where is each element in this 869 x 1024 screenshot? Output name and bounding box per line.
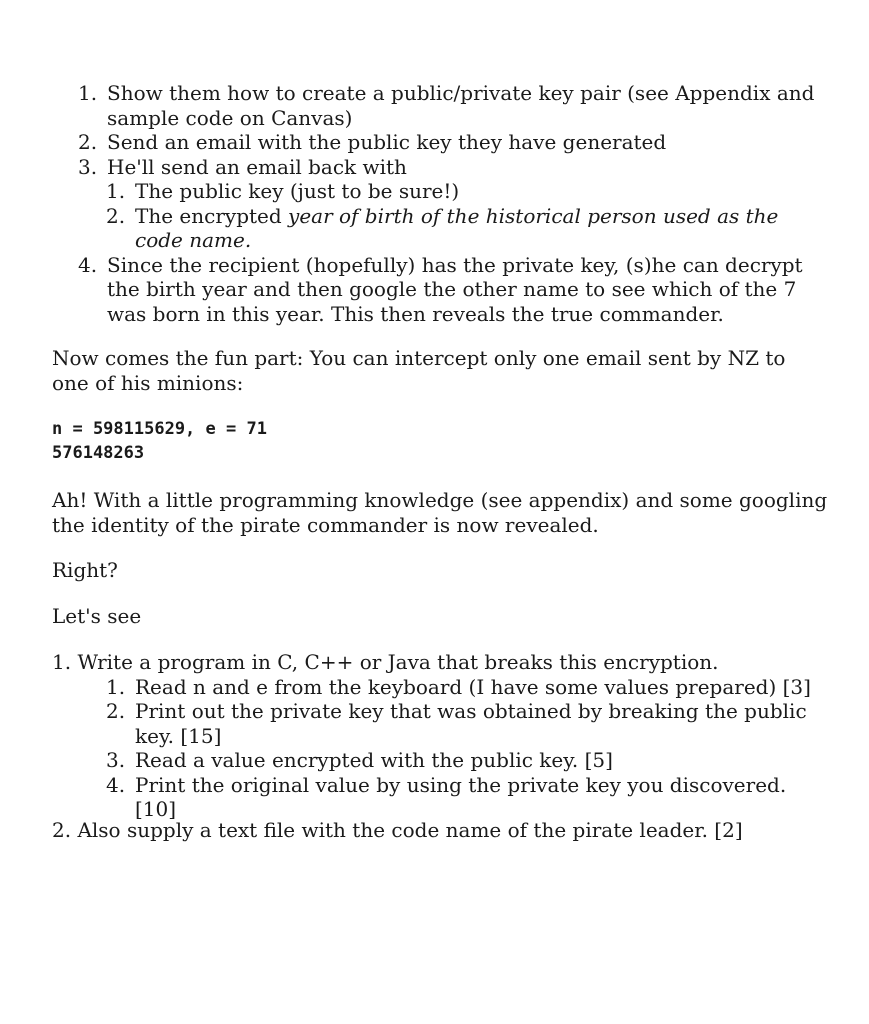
- intercept-paragraph: Now comes the fun part: You can intercept only one email sent by NZ to one of his minions:: [52, 346, 786, 395]
- ah-paragraph: Ah! With a little programming knowledge (see appendix) and some googling the identity of the pirate commander is now revealed.: [52, 488, 828, 537]
- item-text: Print out the private key that was obtained by breaking the public key. [15]: [135, 699, 807, 748]
- lets-see: Let's see: [52, 604, 142, 628]
- list-item: [106, 204, 818, 253]
- item-number: 2.: [106, 203, 126, 228]
- code-block: [52, 417, 832, 465]
- item-text: He'll send an email back with: [107, 154, 407, 179]
- item-number: 4.: [78, 252, 98, 277]
- item-text: Read a value encrypted with the public key. [5]: [135, 748, 613, 772]
- item-text: Send an email with the public key they have generated: [107, 130, 667, 154]
- list-item: [106, 748, 832, 773]
- item-number: 3.: [106, 748, 126, 772]
- task-subtasks: [106, 675, 832, 822]
- item-text-plain: The encrypted: [135, 203, 289, 228]
- item-number: 2.: [106, 699, 126, 723]
- item-number: 1.: [78, 81, 98, 105]
- item-text: Print the original value by using the private key you discovered. [10]: [135, 772, 787, 821]
- item-number: 4.: [106, 772, 126, 797]
- item-text: The public key (just to be sure!): [135, 179, 460, 203]
- list-item: [106, 699, 832, 748]
- item-text: Read n and e from the keyboard (I have some values prepared) [3]: [135, 674, 811, 699]
- substeps-list: [106, 179, 818, 253]
- task-1: 1. Write a program in C, C++ or Java that breaks this encryption.: [52, 650, 719, 674]
- list-item: [106, 179, 818, 204]
- list-item: [78, 253, 818, 327]
- right-question: Right?: [52, 558, 118, 582]
- tasks-section: [52, 650, 832, 822]
- list-item: [78, 130, 818, 155]
- item-number: 1.: [106, 674, 126, 699]
- item-text-emphasis: year of birth of the historical person used as the code name.: [135, 203, 779, 252]
- task-2: 2. Also supply a text file with the code name of the pirate leader. [2]: [52, 818, 743, 842]
- code-line-ciphertext: 576148263: [52, 443, 145, 463]
- item-number: 3.: [78, 154, 98, 179]
- list-item: [106, 675, 832, 700]
- item-number: 2.: [78, 130, 98, 154]
- item-text: [135, 204, 818, 253]
- list-item: [78, 155, 818, 180]
- item-number: 1.: [106, 179, 126, 203]
- item-text: Since the recipient (hopefully) has the private key, (s)he can decrypt the birth year and then google the other name to see which of the 7 was born in this year. This then reveals the true commander.: [107, 252, 803, 326]
- item-text: Show them how to create a public/private key pair (see Appendix and sample code on Canvas): [107, 81, 815, 130]
- code-line-params: n = 598115629, e = 71: [52, 419, 267, 439]
- list-item: [78, 81, 818, 130]
- list-item: [106, 773, 832, 822]
- steps-list: [78, 81, 818, 326]
